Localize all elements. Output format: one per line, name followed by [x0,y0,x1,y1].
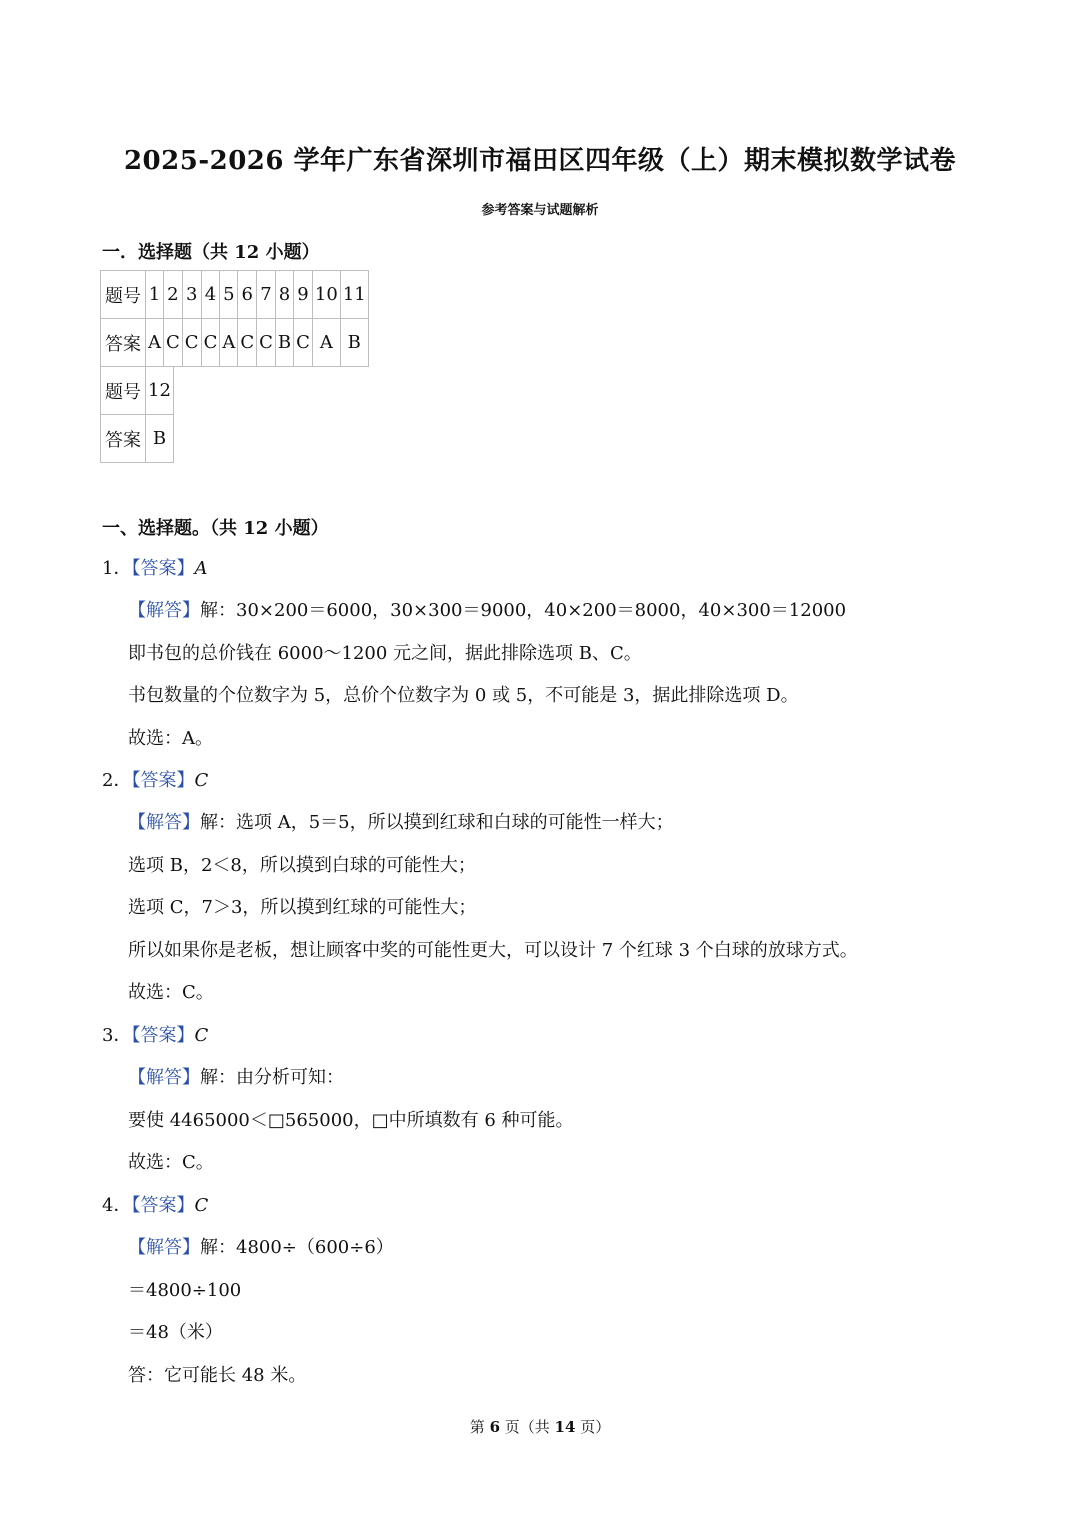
solution-text: 解：选项 A，5＝5，所以摸到红球和白球的可能性一样大； [200,812,674,833]
solution-line [128,1066,344,1090]
row-label-question: 题号 [101,271,146,319]
answer-table [100,270,369,367]
question-number: 1． [102,558,132,579]
footer-middle: 页（共 [500,1418,555,1436]
solution-line: 故选：C。 [128,1152,214,1173]
page-total: 14 [554,1418,576,1436]
solution-text: 解：由分析可知： [200,1067,344,1088]
solution-line [128,599,846,623]
row-label-question: 题号 [101,367,146,415]
page-title: 2025-2026 学年广东省深圳市福田区四年级（上）期末模拟数学试卷 [123,146,957,176]
answer-cell: A [146,319,164,367]
analysis-tag: 【解答】 [128,600,200,621]
solution-line: 答：它可能长 48 米。 [128,1365,307,1386]
question-number-cell: 10 [312,271,340,319]
question-number-cell: 6 [238,271,257,319]
analysis-tag: 【解答】 [128,812,200,833]
question-number-cell: 12 [146,367,174,415]
answer-table-continued [100,366,174,463]
question-number-cell: 1 [146,271,164,319]
answer-letter: C [194,770,209,791]
question-number: 4． [102,1195,132,1216]
answer-cell: A [312,319,340,367]
question-number-cell: 7 [257,271,276,319]
footer-suffix: 页） [575,1418,611,1436]
answer-tag: 【答案】 [131,1195,195,1216]
answer-cell: C [294,319,313,367]
solution-text: 解：30×200＝6000，30×300＝9000，40×200＝8000，40×300＝12000 [200,600,847,621]
question-number-cell: 3 [182,271,201,319]
question-number-cell: 11 [340,271,368,319]
answer-tag: 【答案】 [131,558,195,579]
solution-line [128,1236,394,1260]
answer-cell: C [257,319,276,367]
solution-text: 解：4800÷（600÷6） [200,1237,394,1258]
answer-cell: B [275,319,293,367]
analysis-tag: 【解答】 [128,1237,200,1258]
question-2-answer [102,769,208,793]
answer-cell: B [340,319,368,367]
solution-line: ＝4800÷100 [128,1280,242,1301]
answer-cell: B [146,415,174,463]
row-label-answer: 答案 [101,415,146,463]
solution-line: 故选：C。 [128,982,214,1003]
answer-letter: A [194,558,208,579]
solution-line: 故选：A。 [128,728,213,749]
answer-cell: C [164,319,183,367]
answer-cell: A [220,319,238,367]
solution-line: 选项 C，7＞3，所以摸到红球的可能性大； [128,897,477,918]
question-number-cell: 2 [164,271,183,319]
question-number-cell: 5 [220,271,238,319]
solution-line: 要使 4465000＜□565000，□中所填数有 6 种可能。 [128,1110,574,1131]
solution-line: ＝48（米） [128,1322,223,1343]
page-subtitle: 参考答案与试题解析 [481,203,599,218]
analysis-tag: 【解答】 [128,1067,200,1088]
question-3-answer [102,1024,208,1048]
table-row [101,367,174,415]
row-label-answer: 答案 [101,319,146,367]
section-heading-choice: 一．选择题（共 12 小题） [102,242,320,263]
question-1-answer [102,557,207,581]
question-number-cell: 8 [275,271,293,319]
section-heading-solutions: 一、选择题。（共 12 小题） [102,518,329,539]
solution-line: 选项 B，2＜8，所以摸到白球的可能性大； [128,855,476,876]
solution-line: 书包数量的个位数字为 5，总价个位数字为 0 或 5，不可能是 3，据此排除选项 D。 [128,685,799,706]
question-number: 2． [102,770,132,791]
footer-prefix: 第 [469,1418,490,1436]
question-4-answer [102,1194,208,1218]
solution-line [128,811,674,835]
answer-cell: C [182,319,201,367]
answer-cell: C [238,319,257,367]
table-row [101,319,369,367]
answer-tag: 【答案】 [131,770,195,791]
answer-letter: C [194,1195,209,1216]
page-number: 6 [489,1418,500,1436]
solution-line: 所以如果你是老板，想让顾客中奖的可能性更大，可以设计 7 个红球 3 个白球的放球方式。 [128,940,858,961]
table-row [101,271,369,319]
solution-line: 即书包的总价钱在 6000～1200 元之间，据此排除选项 B、C。 [128,643,642,664]
answer-letter: C [194,1025,209,1046]
table-row [101,415,174,463]
answer-tag: 【答案】 [131,1025,195,1046]
answer-cell: C [201,319,220,367]
page-footer [0,1416,1080,1437]
question-number-cell: 4 [201,271,220,319]
question-number-cell: 9 [294,271,313,319]
question-number: 3． [102,1025,132,1046]
